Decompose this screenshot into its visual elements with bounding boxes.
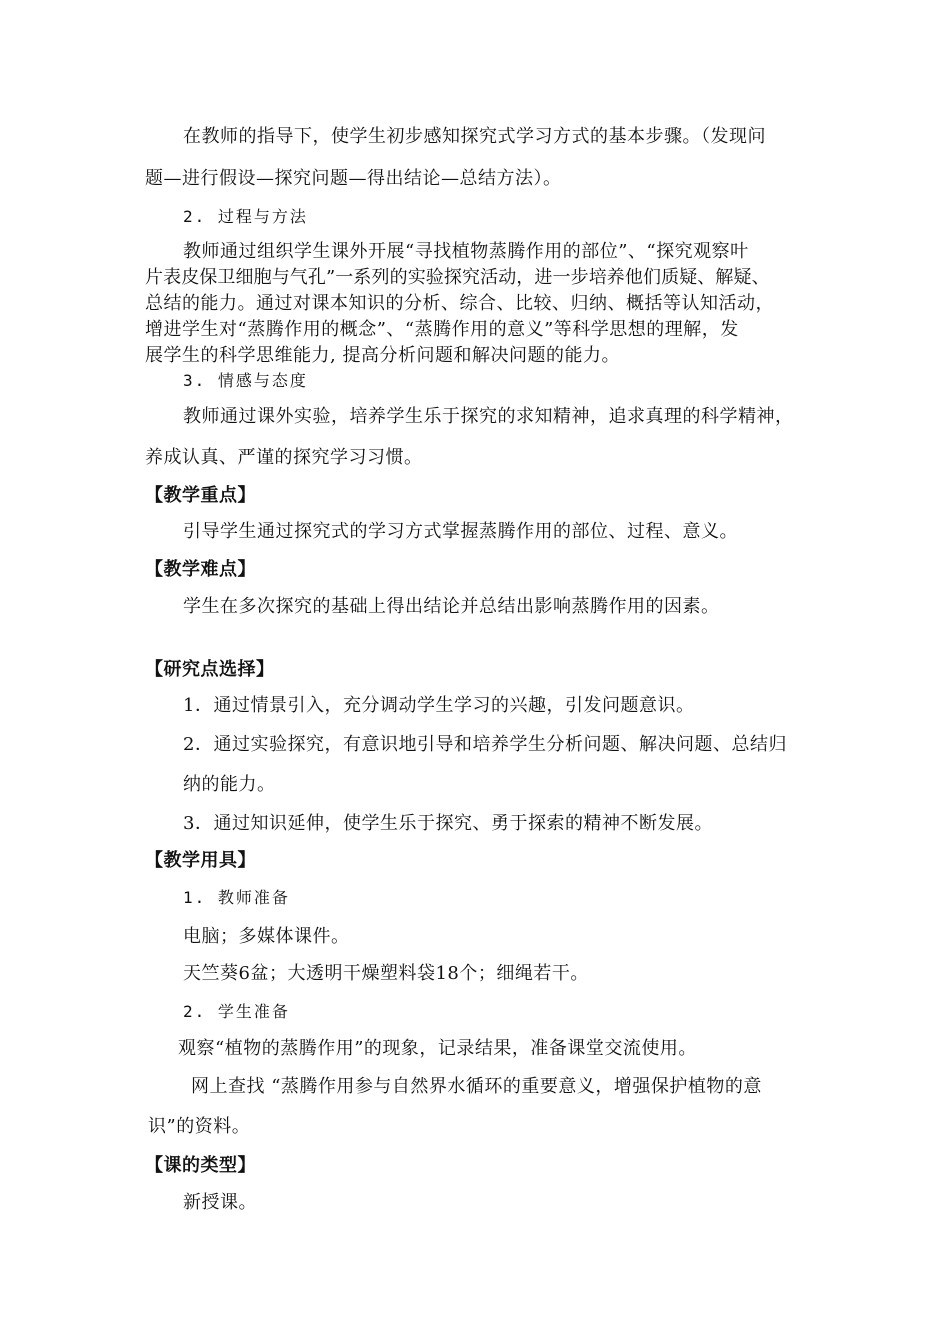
process-paragraph-line-3: 总结的能力。通过对课本知识的分析、综合、比较、归纳、概括等认知活动， bbox=[145, 293, 774, 314]
difficult-point-heading: 【教学难点】 bbox=[145, 559, 256, 580]
difficult-point-text: 学生在多次探究的基础上得出结论并总结出影响蒸腾作用的因素。 bbox=[183, 596, 720, 617]
key-point-heading: 【教学重点】 bbox=[145, 485, 256, 506]
student-prep-line-2: 网上查找 “蒸腾作用参与自然界水循环的重要意义，增强保护植物的意 bbox=[191, 1076, 762, 1097]
student-prep-line-3: 识”的资料。 bbox=[148, 1116, 251, 1137]
key-point-text: 引导学生通过探究式的学习方式掌握蒸腾作用的部位、过程、意义。 bbox=[183, 521, 738, 542]
lesson-type-text: 新授课。 bbox=[183, 1192, 257, 1213]
process-paragraph-line-4: 增进学生对“蒸腾作用的概念”、“蒸腾作用的意义”等科学思想的理解，发 bbox=[145, 319, 739, 340]
lesson-type-heading: 【课的类型】 bbox=[145, 1155, 256, 1176]
research-points-heading: 【研究点选择】 bbox=[145, 659, 275, 680]
process-method-title: 2. 过程与方法 bbox=[183, 207, 308, 226]
research-point-2-line-1: 2．通过实验探究，有意识地引导和培养学生分析问题、解决问题、总结归 bbox=[183, 734, 787, 755]
teacher-prep-line-1: 电脑；多媒体课件。 bbox=[183, 926, 350, 947]
knowledge-paragraph-line-2: 题—进行假设—探究问题—得出结论—总结方法）。 bbox=[145, 168, 562, 189]
attitude-paragraph-line-1: 教师通过课外实验，培养学生乐于探究的求知精神，追求真理的科学精神， bbox=[183, 406, 794, 427]
process-paragraph-line-2: 片表皮保卫细胞与气孔”一系列的实验探究活动，进一步培养他们质疑、解疑、 bbox=[145, 267, 770, 288]
attitude-title: 3. 情感与态度 bbox=[183, 371, 308, 390]
process-paragraph-line-5: 展学生的科学思维能力, 提高分析问题和解决问题的能力。 bbox=[145, 345, 620, 366]
process-paragraph-line-1: 教师通过组织学生课外开展“寻找植物蒸腾作用的部位”、“探究观察叶 bbox=[183, 241, 749, 262]
research-point-3: 3．通过知识延伸，使学生乐于探究、勇于探索的精神不断发展。 bbox=[183, 813, 713, 834]
research-point-2-line-2: 纳的能力。 bbox=[183, 774, 276, 795]
research-point-1: 1．通过情景引入，充分调动学生学习的兴趣，引发问题意识。 bbox=[183, 695, 695, 716]
knowledge-paragraph-line-1: 在教师的指导下，使学生初步感知探究式学习方式的基本步骤。（发现问 bbox=[183, 126, 766, 147]
teacher-prep-line-2: 天竺葵6盆；大透明干燥塑料袋18个；细绳若干。 bbox=[183, 963, 589, 984]
student-prep-title: 2. 学生准备 bbox=[183, 1002, 290, 1021]
teacher-prep-title: 1. 教师准备 bbox=[183, 888, 290, 907]
attitude-paragraph-line-2: 养成认真、严谨的探究学习习惯。 bbox=[145, 447, 423, 468]
student-prep-line-1: 观察“植物的蒸腾作用”的现象，记录结果，准备课堂交流使用。 bbox=[178, 1038, 697, 1059]
teaching-tools-heading: 【教学用具】 bbox=[145, 850, 256, 871]
